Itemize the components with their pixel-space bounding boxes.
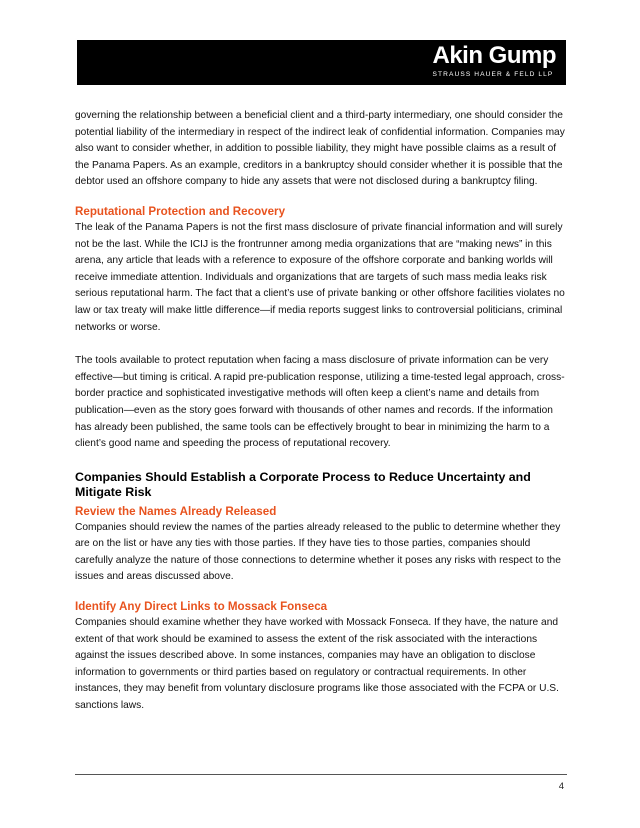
document-body [75, 108, 567, 715]
intro-paragraph: governing the relationship between a beneficial client and a third-party intermediary, one should consider the potential liability of the intermediary in respect of the indirect leak of confidential information. Companies may also want to consider whether, in addition to possible liability, they might have possible claims as a result of the Panama Papers. As an example, creditors in a bankruptcy should consider whether it is possible that the debtor used an offshore company to hide any assets that were not disclosed during a bankruptcy filing. [75, 110, 565, 188]
body-paragraph: The leak of the Panama Papers is not the first mass disclosure of private financial information and will surely not be the last. While the ICIJ is the frontrunner among media organizations that are “making news” in this arena, any article that leads with a reference to exposure of the offshore corporate and banking worlds will receive immediate attention. Individuals and organizations that are targets of such mass media leaks risk serious reputational harm. The fact that a client’s use of private banking or other offshore facilities violates no law or tax treaty will make little difference—if media reports suggest links to controversial politicians, criminal networks or worse. [75, 221, 565, 333]
body-paragraph: Companies should review the names of the parties already released to the public to determine whether they are on the list or have any ties with those parties. If they have ties to those parties, companies should carefully analyze the nature of those connections to determine whether it poses any risks with respect to the issues and areas discussed above. [75, 521, 561, 583]
logo-sub-text: STRAUSS HAUER & FELD LLP [432, 71, 554, 78]
section-heading-reputational: Reputational Protection and Recovery [75, 204, 286, 218]
footer-divider [75, 774, 567, 775]
body-paragraph: Companies should examine whether they have worked with Mossack Fonseca. If they have, the nature and extent of that work should be examined to assess the extent of the risk associated with the interactions against the issues described above. In some instances, companies may have an obligation to disclose information to governments or third parties based on regulatory or contractual requirements. In other instances, they may benefit from voluntary disclosure programs like those associated with the FCPA or U.S. sanctions laws. [75, 617, 559, 712]
logo-main-text: Akin Gump [432, 42, 556, 69]
header-bar [77, 40, 566, 85]
page-number: 4 [558, 781, 564, 792]
body-paragraph: The tools available to protect reputation when facing a mass disclosure of private information can be very effective—but timing is critical. A rapid pre-publication response, utilizing a time-tested legal approach, cross-border practice and sophisticated investigative methods will often keep a client’s name and details from publication—even as the story goes forward with thousands of other names and records. If the information has already been published, the same tools can be effectively brought to bear in minimizing the harm to a client’s good name and speeding the process of reputational recovery. [75, 355, 565, 450]
firm-logo [432, 44, 556, 80]
subheading-mossack-links: Identify Any Direct Links to Mossack Fonseca [75, 600, 328, 614]
section-heading-corporate-process: Companies Should Establish a Corporate Process to Reduce Uncertainty and Mitigate Risk [75, 469, 531, 500]
subheading-review-names: Review the Names Already Released [75, 504, 277, 518]
